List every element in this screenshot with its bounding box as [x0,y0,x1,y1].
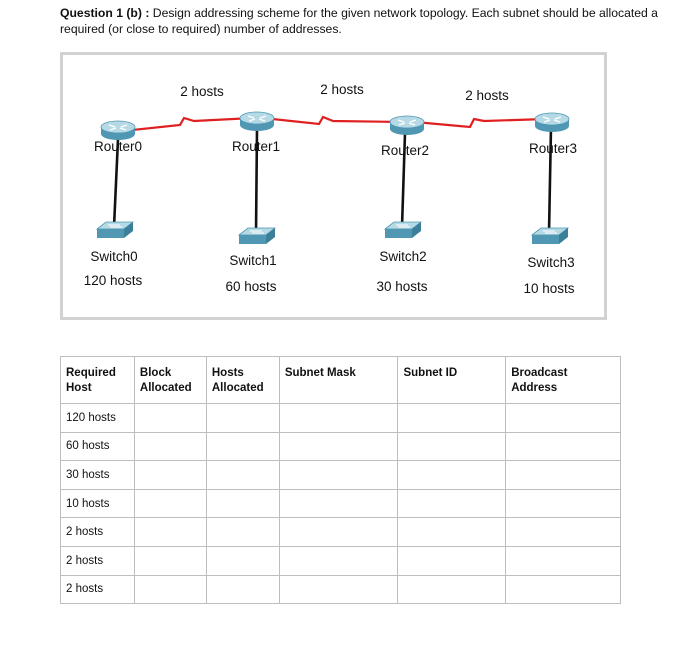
table-row [61,489,621,518]
network-topology-diagram [60,52,607,320]
router2-icon [390,116,424,135]
switch1-label: Switch1 [229,253,277,268]
table-row [61,518,621,547]
required-host-cell: 10 hosts [61,489,135,518]
broadcast-address-cell[interactable] [506,546,621,575]
subnet-id-cell[interactable] [398,461,506,490]
block-allocated-cell[interactable] [134,518,206,547]
lan2-hosts: 30 hosts [376,279,428,294]
table-row [61,461,621,490]
broadcast-address-cell[interactable] [506,518,621,547]
switch2-label: Switch2 [379,249,427,264]
switch3-label: Switch3 [527,255,575,270]
header-block-allocated: Block Allocated [134,357,206,404]
table-row [61,575,621,604]
router2-label: Router2 [380,143,430,158]
addressing-table [60,356,621,604]
question-text [60,5,660,37]
block-allocated-cell[interactable] [134,489,206,518]
required-host-cell: 2 hosts [61,575,135,604]
block-allocated-cell[interactable] [134,461,206,490]
header-broadcast-address: Broadcast Address [506,357,621,404]
hosts-allocated-cell[interactable] [206,432,279,461]
router1-label: Router1 [231,139,281,154]
subnet-mask-cell[interactable] [279,489,398,518]
subnet-mask-cell[interactable] [279,575,398,604]
subnet-mask-cell[interactable] [279,432,398,461]
subnet-id-cell[interactable] [398,518,506,547]
block-allocated-cell[interactable] [134,404,206,433]
hosts-allocated-cell[interactable] [206,404,279,433]
table-row [61,546,621,575]
broadcast-address-cell[interactable] [506,432,621,461]
hosts-allocated-cell[interactable] [206,461,279,490]
broadcast-address-cell[interactable] [506,461,621,490]
table-header-row [61,357,621,404]
question-body: Design addressing scheme for the given network topology. Each subnet should be allocated a required (or close to required) number of addresses. [60,6,658,36]
header-hosts-allocated: Hosts Allocated [206,357,279,404]
lan0-hosts: 120 hosts [83,273,143,288]
block-allocated-cell[interactable] [134,546,206,575]
subnet-mask-cell[interactable] [279,518,398,547]
subnet-mask-cell[interactable] [279,404,398,433]
switch3-icon [532,228,568,244]
required-host-cell: 2 hosts [61,518,135,547]
serial-link-router2-router3 [415,119,546,127]
table-row [61,404,621,433]
subnet-id-cell[interactable] [398,489,506,518]
block-allocated-cell[interactable] [134,432,206,461]
subnet-mask-cell[interactable] [279,546,398,575]
lan1-hosts: 60 hosts [225,279,277,294]
required-host-cell: 60 hosts [61,432,135,461]
serial-link-router0-router1 [123,118,253,131]
switch2-icon [385,222,421,238]
router0-label: Router0 [93,139,143,154]
required-host-cell: 120 hosts [61,404,135,433]
link-label-router2-router3: 2 hosts [465,88,509,103]
router0-icon [101,121,135,140]
subnet-mask-cell[interactable] [279,461,398,490]
hosts-allocated-cell[interactable] [206,518,279,547]
broadcast-address-cell[interactable] [506,489,621,518]
hosts-allocated-cell[interactable] [206,575,279,604]
serial-link-router1-router2 [263,117,402,124]
header-subnet-mask: Subnet Mask [279,357,398,404]
block-allocated-cell[interactable] [134,575,206,604]
question-label: Question 1 (b) : [60,6,150,20]
hosts-allocated-cell[interactable] [206,546,279,575]
subnet-id-cell[interactable] [398,404,506,433]
switch0-icon [97,222,133,238]
broadcast-address-cell[interactable] [506,575,621,604]
link-label-router0-router1: 2 hosts [180,84,224,99]
subnet-id-cell[interactable] [398,546,506,575]
hosts-allocated-cell[interactable] [206,489,279,518]
subnet-id-cell[interactable] [398,575,506,604]
router1-icon [240,112,274,131]
required-host-cell: 30 hosts [61,461,135,490]
lan3-hosts: 10 hosts [523,281,575,296]
header-required-host: Required Host [61,357,135,404]
subnet-id-cell[interactable] [398,432,506,461]
required-host-cell: 2 hosts [61,546,135,575]
table-row [61,432,621,461]
broadcast-address-cell[interactable] [506,404,621,433]
header-subnet-id: Subnet ID [398,357,506,404]
router3-icon [535,113,569,132]
switch0-label: Switch0 [90,249,138,264]
router3-label: Router3 [528,141,578,156]
switch1-icon [239,228,275,244]
link-label-router1-router2: 2 hosts [320,82,364,97]
